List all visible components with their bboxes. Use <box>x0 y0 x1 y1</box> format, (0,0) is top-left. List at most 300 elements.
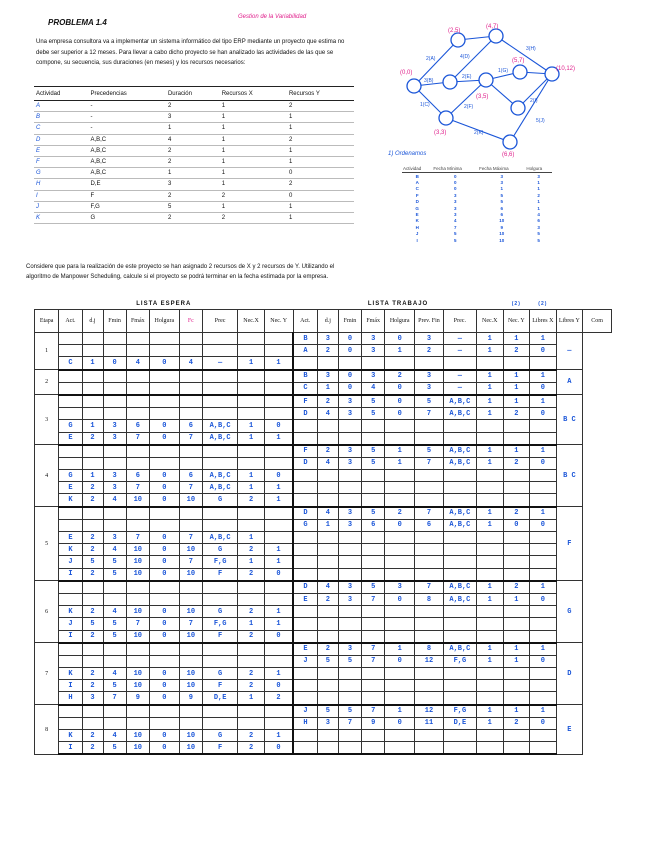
wait-list-header: LISTA ESPERA <box>35 300 294 310</box>
work-cell <box>317 470 338 482</box>
wait-cell: 9 <box>179 692 202 705</box>
work-cell <box>415 357 444 370</box>
activity-cell: I <box>34 190 88 201</box>
activity-cell: C <box>34 123 88 134</box>
wait-cell <box>82 333 103 345</box>
wait-cell: 5 <box>82 618 103 630</box>
work-cell <box>530 357 557 370</box>
wait-cell: 5 <box>103 568 126 581</box>
work-cell: F,G <box>443 655 476 667</box>
work-cell <box>443 668 476 680</box>
wait-cell: K <box>59 606 82 618</box>
work-cell: 4 <box>317 457 338 469</box>
wait-cell: 0 <box>149 680 179 692</box>
stage-comment: A <box>556 370 583 395</box>
wait-cell: 7 <box>179 556 202 568</box>
wait-cell: 1 <box>264 544 293 556</box>
work-cell: 8 <box>415 643 444 656</box>
ordering-title: 1) Ordenamos <box>388 151 427 157</box>
work-cell <box>476 420 503 432</box>
wait-cell: 10 <box>179 742 202 755</box>
work-cell <box>385 420 415 432</box>
ordering-cell: 3 <box>500 180 503 186</box>
work-cell <box>443 532 476 544</box>
wait-cell <box>238 382 265 395</box>
work-cell: 3 <box>338 581 361 594</box>
work-cell: 1 <box>385 643 415 656</box>
wait-cell <box>82 395 103 408</box>
work-cell: 2 <box>415 345 444 357</box>
wait-cell: 4 <box>126 357 149 370</box>
wait-cell: 3 <box>103 432 126 445</box>
wait-cell: I <box>59 568 82 581</box>
work-cell <box>476 630 503 643</box>
work-cell: 4 <box>317 408 338 420</box>
wait-cell <box>179 395 202 408</box>
wait-cell <box>179 507 202 520</box>
wait-cell <box>179 705 202 718</box>
activity-cell: 1 <box>287 201 354 212</box>
work-cell <box>443 742 476 755</box>
wait-cell <box>179 382 202 395</box>
wait-cell <box>238 445 265 458</box>
work-cell <box>530 630 557 643</box>
work-cell <box>476 618 503 630</box>
wait-cell <box>103 519 126 531</box>
work-cell <box>385 432 415 445</box>
work-cell <box>443 494 476 507</box>
work-cell <box>443 556 476 568</box>
wait-cell <box>59 445 82 458</box>
activity-cell: - <box>88 101 165 112</box>
ordering-cell: B <box>415 173 419 179</box>
work-cell: 5 <box>362 408 385 420</box>
work-cell <box>503 494 530 507</box>
work-cell: 1 <box>530 395 557 408</box>
wait-cell <box>126 717 149 729</box>
work-cell <box>293 630 317 643</box>
work-cell <box>443 692 476 705</box>
work-cell <box>338 730 361 742</box>
wait-cell: 7 <box>179 432 202 445</box>
work-cell <box>317 742 338 755</box>
wait-cell <box>59 581 82 594</box>
wait-cell: 4 <box>103 494 126 507</box>
work-cell <box>338 742 361 755</box>
wait-cell: 0 <box>149 470 179 482</box>
work-cell <box>338 692 361 705</box>
svg-text:2(K): 2(K) <box>474 130 484 136</box>
wait-cell <box>179 717 202 729</box>
wait-cell: 0 <box>149 668 179 680</box>
schedule-row <box>35 730 612 742</box>
schedule-row <box>35 532 612 544</box>
work-cell <box>317 606 338 618</box>
wait-cell: 0 <box>149 730 179 742</box>
work-cell <box>443 730 476 742</box>
ordering-cell: C <box>415 186 419 192</box>
work-cell <box>476 482 503 494</box>
wait-column-header: d.j <box>82 310 103 333</box>
wait-cell: 2 <box>238 680 265 692</box>
wait-cell: 0 <box>264 630 293 643</box>
wait-cell: 2 <box>82 494 103 507</box>
work-cell: 3 <box>317 333 338 345</box>
work-cell <box>415 432 444 445</box>
work-cell <box>530 420 557 432</box>
svg-text:5(J): 5(J) <box>536 118 545 124</box>
activities-header-cell: Duración <box>166 87 220 101</box>
work-cell <box>476 742 503 755</box>
svg-text:2(I): 2(I) <box>530 98 538 104</box>
wait-cell: C <box>59 357 82 370</box>
work-cell: 1 <box>476 457 503 469</box>
schedule-row <box>35 692 612 705</box>
activity-row <box>34 145 354 156</box>
work-cell <box>338 544 361 556</box>
ordering-cell: 2 <box>537 192 540 198</box>
wait-cell: I <box>59 630 82 643</box>
work-cell: 4 <box>362 382 385 395</box>
wait-cell <box>59 507 82 520</box>
wait-cell: 0 <box>149 742 179 755</box>
work-cell <box>338 532 361 544</box>
stage-comment: E <box>556 705 583 755</box>
ordering-cell: K <box>415 218 419 224</box>
wait-cell <box>126 370 149 383</box>
work-cell: 2 <box>317 445 338 458</box>
wait-cell: 7 <box>126 482 149 494</box>
wait-cell: 1 <box>238 618 265 630</box>
work-cell: 1 <box>476 370 503 383</box>
schedule-row <box>35 357 612 370</box>
work-cell <box>385 544 415 556</box>
work-cell: 1 <box>476 717 503 729</box>
activity-cell: 0 <box>287 190 354 201</box>
wait-cell <box>202 581 237 594</box>
wait-cell: F <box>202 630 237 643</box>
work-cell: 6 <box>415 519 444 531</box>
wait-cell: 1 <box>82 470 103 482</box>
stage-number: 2 <box>35 370 59 395</box>
wait-cell <box>264 345 293 357</box>
work-cell <box>385 618 415 630</box>
wait-cell <box>103 705 126 718</box>
stage-comment: B C <box>556 395 583 445</box>
wait-cell: E <box>59 432 82 445</box>
wait-cell <box>82 717 103 729</box>
work-cell: 4 <box>317 581 338 594</box>
work-cell <box>443 357 476 370</box>
node-label: (3,5) <box>476 94 489 100</box>
schedule-row <box>35 470 612 482</box>
wait-cell: 10 <box>126 630 149 643</box>
activity-row <box>34 190 354 201</box>
wait-cell: 10 <box>126 606 149 618</box>
activity-cell: 1 <box>287 212 354 223</box>
activity-row <box>34 134 354 145</box>
wait-cell: 0 <box>149 357 179 370</box>
wait-cell: 10 <box>126 680 149 692</box>
work-cell <box>503 532 530 544</box>
wait-cell: K <box>59 544 82 556</box>
wait-cell: A,B,C <box>202 420 237 432</box>
wait-cell <box>103 445 126 458</box>
wait-cell: G <box>202 544 237 556</box>
activity-cell: 2 <box>166 212 220 223</box>
wait-cell: — <box>202 357 237 370</box>
node-label: (2,5) <box>448 28 461 34</box>
work-cell <box>385 692 415 705</box>
work-cell <box>415 470 444 482</box>
work-cell <box>530 556 557 568</box>
work-cell <box>415 618 444 630</box>
wait-cell: 10 <box>179 668 202 680</box>
svg-text:3(B): 3(B) <box>424 78 434 84</box>
wait-cell <box>202 507 237 520</box>
work-cell <box>362 668 385 680</box>
work-cell <box>338 668 361 680</box>
wait-cell: 10 <box>126 568 149 581</box>
wait-cell: G <box>202 606 237 618</box>
work-cell: 3 <box>338 507 361 520</box>
work-cell <box>530 532 557 544</box>
wait-cell <box>149 370 179 383</box>
wait-cell <box>179 593 202 605</box>
wait-cell <box>149 395 179 408</box>
schedule-row <box>35 333 612 345</box>
work-cell: J <box>293 655 317 667</box>
ordering-cell: G <box>415 205 419 211</box>
work-cell: E <box>293 593 317 605</box>
wait-cell: A,B,C <box>202 432 237 445</box>
wait-cell: J <box>59 618 82 630</box>
schedule-row <box>35 345 612 357</box>
wait-cell: 2 <box>82 730 103 742</box>
work-cell <box>443 482 476 494</box>
ordering-cell: 1 <box>537 180 540 186</box>
wait-cell <box>103 395 126 408</box>
work-cell <box>443 420 476 432</box>
work-cell: 3 <box>385 581 415 594</box>
work-cell: 1 <box>317 519 338 531</box>
work-cell: 1 <box>476 345 503 357</box>
wait-cell: 2 <box>82 432 103 445</box>
pink-annotation: Gestion de la Variabilidad <box>238 14 307 20</box>
activity-cell: 2 <box>166 145 220 156</box>
work-cell: — <box>443 333 476 345</box>
work-cell <box>385 680 415 692</box>
stage-number: 8 <box>35 705 59 755</box>
wait-cell: 10 <box>179 606 202 618</box>
work-cell <box>530 680 557 692</box>
wait-cell <box>149 705 179 718</box>
wait-cell: 0 <box>103 357 126 370</box>
work-cell <box>476 357 503 370</box>
wait-cell <box>238 408 265 420</box>
wait-cell <box>149 457 179 469</box>
wait-cell <box>238 333 265 345</box>
activity-cell: 3 <box>166 112 220 123</box>
svg-text:2(A): 2(A) <box>426 56 436 62</box>
ordering-cell: 4 <box>537 212 540 218</box>
activity-cell: 1 <box>220 168 287 179</box>
svg-text:1(C): 1(C) <box>420 102 430 108</box>
ordering-header-cell: Fecha Máxima <box>478 165 525 173</box>
stage-number: 1 <box>35 333 59 370</box>
work-cell <box>476 556 503 568</box>
wait-cell: 0 <box>264 568 293 581</box>
ordering-cell: 3 <box>453 192 457 198</box>
ordering-cell: 9 <box>500 224 503 230</box>
work-cell <box>503 692 530 705</box>
activity-cell: - <box>88 112 165 123</box>
wait-cell <box>126 395 149 408</box>
wait-cell <box>238 345 265 357</box>
wait-cell <box>179 655 202 667</box>
work-cell: 0 <box>385 333 415 345</box>
work-cell: 2 <box>503 345 530 357</box>
work-cell <box>362 692 385 705</box>
schedule-row <box>35 705 612 718</box>
wait-cell <box>179 581 202 594</box>
wait-cell: 0 <box>149 432 179 445</box>
wait-cell: 5 <box>82 556 103 568</box>
work-cell: 1 <box>385 345 415 357</box>
work-cell: 1 <box>385 705 415 718</box>
wait-cell <box>59 333 82 345</box>
wait-cell: 2 <box>238 494 265 507</box>
work-cell: 1 <box>476 382 503 395</box>
wait-cell: 5 <box>103 618 126 630</box>
work-cell: 3 <box>338 408 361 420</box>
work-cell: 1 <box>476 445 503 458</box>
wait-cell: A,B,C <box>202 470 237 482</box>
work-cell <box>415 680 444 692</box>
wait-cell: I <box>59 680 82 692</box>
ordering-row <box>402 237 552 243</box>
work-cell <box>385 357 415 370</box>
ordering-cell: 5 <box>537 231 540 237</box>
wait-cell: 5 <box>103 680 126 692</box>
wait-cell <box>59 395 82 408</box>
work-cell: 7 <box>415 581 444 594</box>
work-cell <box>338 606 361 618</box>
wait-cell: 0 <box>149 556 179 568</box>
activity-cell: 2 <box>220 190 287 201</box>
activity-cell: 1 <box>220 134 287 145</box>
svg-text:4(D): 4(D) <box>460 54 470 60</box>
work-cell: 2 <box>503 457 530 469</box>
wait-cell <box>202 519 237 531</box>
stage-comment: F <box>556 507 583 581</box>
work-cell: 2 <box>317 395 338 408</box>
wait-cell: 1 <box>264 494 293 507</box>
wait-cell: 3 <box>103 420 126 432</box>
manpower-scheduling-table: LISTA ESPERA LISTA TRABAJO (2) (2) Etapa Act. d.j Fmin Fmáx Holgura Fc Prec Nec.X Nec. Y Act. d.j Fmin Fmáx Holgura Prev. Fin Prec. Nec.X Nec. Y Libres X Libres Y Com 1 B 3 0 3 0 3 — 1 1 1 — A 2 0 3 1 2 — 1 2 0 C 1 0 4 0 4 — 1 1 2 B 3 0 3 2 3 — 1 1 1 A C 1 0 4 0 3 — 1 1 0 3 F 2 3 5 0 5 A,B,C 1 1 1 B C D 4 3 5 0 7 A,B,C 1 2 0 G 1 3 6 0 6 A,B,C 1 0 E 2 3 7 0 7 A,B,C 1 1 4 F 2 3 5 1 5 A,B,C 1 1 1 B C D 4 3 5 1 7 A,B,C 1 2 0 G 1 3 6 0 6 A,B,C 1 0 E 2 3 7 0 7 A,B,C 1 1 K 2 4 10 0 10 G 2 1 5 D 4 3 5 2 7 A,B,C 1 2 1 F G 1 3 6 0 6 A,B,C 1 0 0 E 2 3 7 0 7 A,B,C 1 K 2 4 10 0 10 G 2 1 J 5 5 10 0 7 F,G 1 1 I 2 5 10 0 10 F 2 0 6 D 4 3 5 3 7 A,B,C 1 2 1 G E 2 3 7 0 8 A,B,C 1 1 0 K 2 4 10 0 10 G 2 1 J 5 5 7 0 7 F,G 1 1 I 2 5 10 0 10 F 2 0 7 E 2 3 7 1 8 A,B,C 1 1 1 D J 5 5 7 0 12 F,G 1 1 0 K 2 4 10 0 10 G 2 1 I 2 5 10 0 10 F 2 0 H 3 7 9 0 9 D,E 1 2 8 J 5 5 7 1 12 F,G 1 1 1 E H 3 7 9 0 11 D,E 1 2 0 K 2 4 10 0 10 G 2 1 I 2 5 10 0 10 F 2 0 <box>34 300 612 755</box>
wait-cell: 9 <box>126 692 149 705</box>
work-cell <box>385 606 415 618</box>
node-label: (10,12) <box>556 66 576 72</box>
wait-cell <box>264 643 293 656</box>
wait-cell <box>103 717 126 729</box>
work-cell: 1 <box>476 643 503 656</box>
work-cell <box>317 556 338 568</box>
wait-cell: 0 <box>149 618 179 630</box>
problem-statement-2: Considere que para la realización de este proyecto se han asignado 2 recursos de X y 2 recursos de Y. Utilizando el algoritmo de Manpower Scheduling, calcule si el proyecto se podrá terminar en la fecha estimada por la empresa. <box>26 264 335 280</box>
wait-cell: 2 <box>238 568 265 581</box>
work-cell: 2 <box>503 717 530 729</box>
schedule-row <box>35 370 612 383</box>
wait-cell <box>149 445 179 458</box>
activity-cell: D,E <box>88 179 165 190</box>
wait-cell: 3 <box>82 692 103 705</box>
wait-cell: 10 <box>126 742 149 755</box>
work-cell: 2 <box>317 345 338 357</box>
work-cell <box>443 606 476 618</box>
work-cell <box>530 742 557 755</box>
work-cell: 7 <box>415 507 444 520</box>
wait-cell <box>103 581 126 594</box>
work-cell <box>415 742 444 755</box>
work-cell <box>476 544 503 556</box>
activity-cell: 3 <box>166 179 220 190</box>
wait-cell: F <box>202 568 237 581</box>
wait-cell <box>202 345 237 357</box>
work-column-header: Fmin <box>338 310 361 333</box>
work-cell <box>530 544 557 556</box>
wait-cell <box>59 655 82 667</box>
wait-cell <box>126 593 149 605</box>
wait-cell <box>82 370 103 383</box>
wait-cell: 10 <box>126 494 149 507</box>
ordering-cell: E <box>415 212 419 218</box>
wait-cell <box>59 382 82 395</box>
work-cell: 7 <box>362 643 385 656</box>
wait-cell <box>264 382 293 395</box>
activity-cell: E <box>34 145 88 156</box>
activity-cell: F <box>88 190 165 201</box>
schedule-row <box>35 630 612 643</box>
wait-cell <box>103 655 126 667</box>
ordering-cell: 10 <box>499 231 505 237</box>
wait-cell <box>179 345 202 357</box>
activity-cell: 2 <box>287 179 354 190</box>
work-cell <box>362 494 385 507</box>
wait-cell: 0 <box>264 470 293 482</box>
work-cell: 7 <box>362 705 385 718</box>
work-cell: 12 <box>415 655 444 667</box>
schedule-row <box>35 482 612 494</box>
work-cell <box>415 544 444 556</box>
activity-cell: 1 <box>287 123 354 134</box>
wait-cell: G <box>202 730 237 742</box>
work-cell: — <box>443 370 476 383</box>
wait-cell <box>59 705 82 718</box>
work-cell <box>362 470 385 482</box>
ordering-cell: A <box>415 180 419 186</box>
wait-cell: 3 <box>103 482 126 494</box>
schedule-row <box>35 568 612 581</box>
work-cell: 1 <box>317 382 338 395</box>
work-cell <box>530 730 557 742</box>
work-cell <box>415 494 444 507</box>
work-cell: 2 <box>503 408 530 420</box>
wait-cell <box>264 655 293 667</box>
work-cell <box>362 630 385 643</box>
wait-cell: 2 <box>82 742 103 755</box>
work-cell: 5 <box>317 705 338 718</box>
